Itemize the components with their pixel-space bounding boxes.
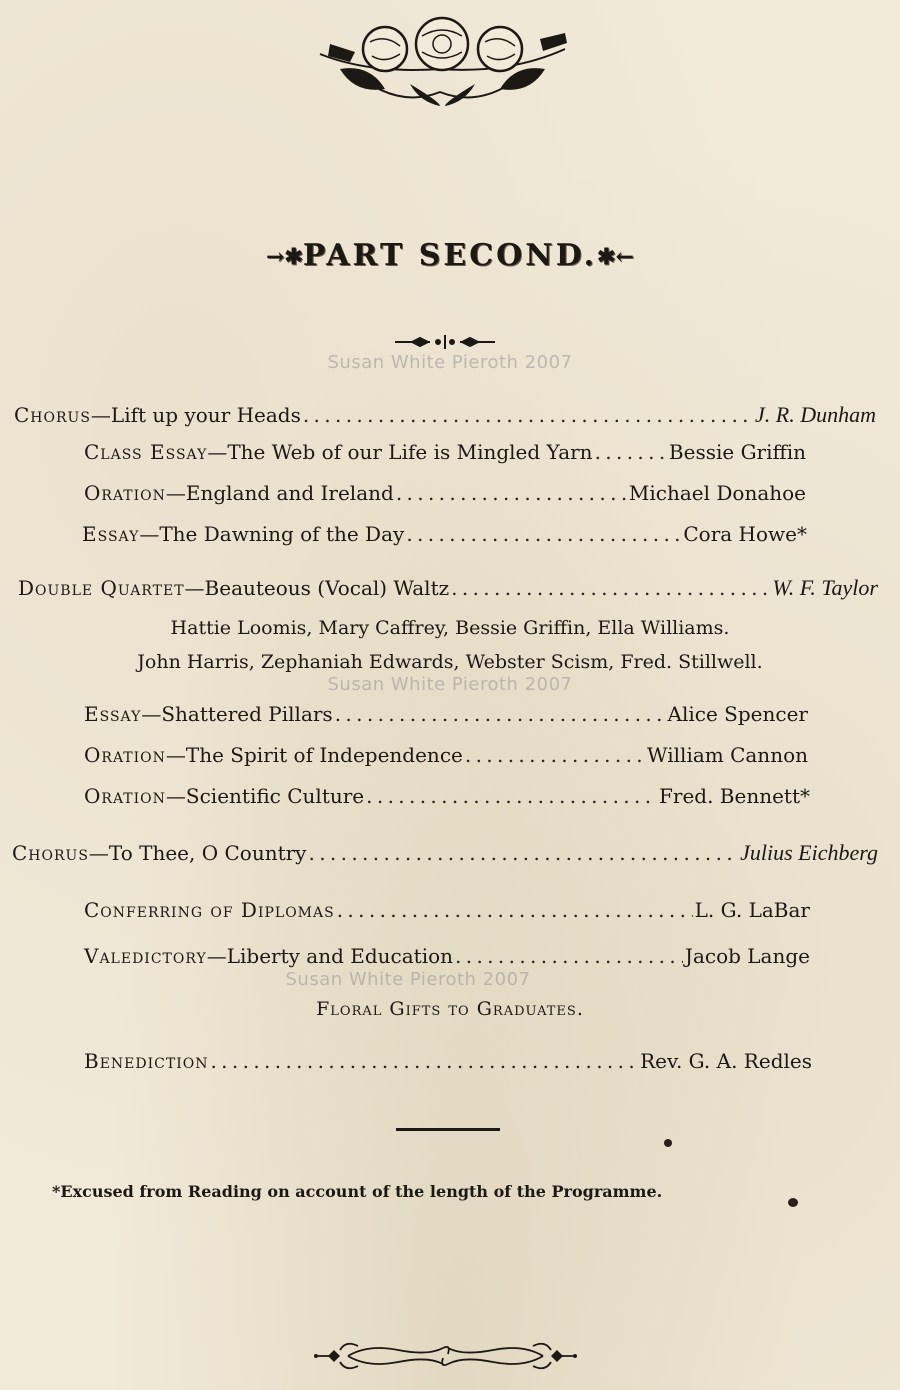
dot-leader xyxy=(337,898,693,922)
dot-leader xyxy=(303,403,753,427)
item-performer: Jacob Lange xyxy=(684,944,810,968)
item-performer: L. G. LaBar xyxy=(694,898,810,922)
watermark: Susan White Pieroth 2007 xyxy=(327,674,573,695)
dot-leader xyxy=(396,481,627,505)
scroll-flourish-icon xyxy=(308,1336,583,1376)
item-label: Double Quartet xyxy=(18,576,185,600)
footnote: *Excused from Reading on account of the length of the Programme. xyxy=(52,1182,663,1201)
page-title xyxy=(0,238,900,273)
program-item-diplomas xyxy=(84,898,810,922)
item-label: Conferring of Diplomas xyxy=(84,898,335,922)
item-performer: Rev. G. A. Redles xyxy=(640,1049,812,1073)
item-title: —Shattered Pillars xyxy=(141,702,333,726)
dot-leader xyxy=(308,841,738,865)
item-title: —The Web of our Life is Mingled Yarn xyxy=(207,440,593,464)
program-item-oration-3 xyxy=(84,784,810,808)
item-label: Essay xyxy=(82,522,140,546)
program-item-valedictory xyxy=(84,944,810,968)
heading-ornament-left: →✱ xyxy=(266,244,303,270)
item-label: Essay xyxy=(84,702,142,726)
item-performer: Cora Howe* xyxy=(683,522,807,546)
item-performer: J. R. Dunham xyxy=(755,402,876,427)
program-item-oration-2 xyxy=(84,743,808,767)
item-label: Oration xyxy=(84,784,166,808)
singers-line-1: Hattie Loomis, Mary Caffrey, Bessie Griffin, Ella Williams. xyxy=(170,617,730,639)
dot-leader xyxy=(451,576,770,600)
floral-gifts-line: Floral Gifts to Graduates. xyxy=(316,998,584,1020)
item-title: —Lift up your Heads xyxy=(90,403,301,427)
item-performer: William Cannon xyxy=(647,743,808,767)
item-title: —Liberty and Education xyxy=(206,944,454,968)
program-item-benediction xyxy=(84,1049,812,1073)
item-title: —England and Ireland xyxy=(165,481,394,505)
divider-ornament-icon xyxy=(390,332,500,352)
program-item-oration-1 xyxy=(84,481,806,505)
item-title: —Scientific Culture xyxy=(165,784,365,808)
watermark: Susan White Pieroth 2007 xyxy=(285,969,531,990)
dot-leader xyxy=(465,743,645,767)
item-label: Oration xyxy=(84,481,166,505)
item-label: Benediction xyxy=(84,1049,209,1073)
item-title: —The Spirit of Independence xyxy=(165,743,463,767)
item-performer: Julius Eichberg xyxy=(740,840,878,865)
program-item-chorus-2 xyxy=(12,840,878,866)
item-label: Class Essay xyxy=(84,440,208,464)
dot-leader xyxy=(210,1049,638,1073)
item-performer: Fred. Bennett* xyxy=(659,784,810,808)
dot-leader xyxy=(335,702,666,726)
item-label: Oration xyxy=(84,743,166,767)
heading-text: PART SECOND. xyxy=(302,238,598,273)
floral-ornament-icon xyxy=(310,14,575,106)
dot-leader xyxy=(595,440,667,464)
program-item-class-essay xyxy=(84,440,806,464)
item-performer: Bessie Griffin xyxy=(668,440,806,464)
item-label: Chorus xyxy=(14,403,91,427)
singers-line-2: John Harris, Zephaniah Edwards, Webster Scism, Fred. Stillwell. xyxy=(137,651,763,673)
item-performer: Alice Spencer xyxy=(667,702,808,726)
heading-ornament-right: ✱← xyxy=(597,244,634,270)
item-title: —The Dawning of the Day xyxy=(139,522,405,546)
item-performer: W. F. Taylor xyxy=(772,575,878,600)
watermark: Susan White Pieroth 2007 xyxy=(327,352,573,373)
item-title: —Beauteous (Vocal) Waltz xyxy=(184,576,450,600)
program-item-chorus-1 xyxy=(14,402,876,428)
item-label: Valedictory xyxy=(84,944,207,968)
dot-leader xyxy=(406,522,681,546)
program-item-essay-1 xyxy=(82,522,807,546)
dot-leader xyxy=(455,944,683,968)
item-label: Chorus xyxy=(12,841,89,865)
item-title: —To Thee, O Country xyxy=(88,841,307,865)
ink-spot xyxy=(664,1139,672,1147)
program-item-double-quartet xyxy=(18,575,878,601)
ink-spot xyxy=(788,1198,798,1207)
item-performer: Michael Donahoe xyxy=(628,481,806,505)
program-item-essay-2 xyxy=(84,702,808,726)
horizontal-rule xyxy=(396,1128,500,1131)
dot-leader xyxy=(366,784,657,808)
